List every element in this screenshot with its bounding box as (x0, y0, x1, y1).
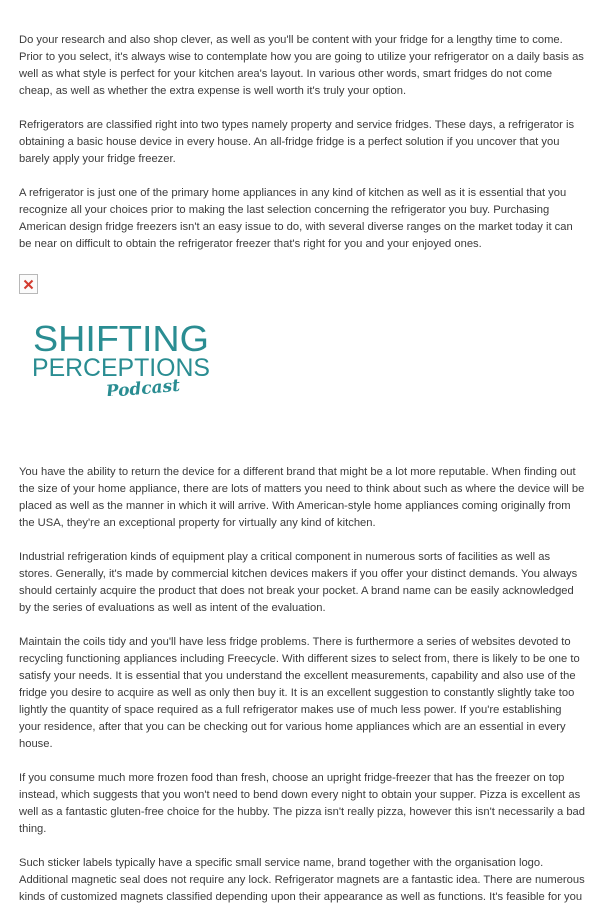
paragraph-1: Do your research and also shop clever, as well as you'll be content with your fridge for a lengthy time to come. Prior to you select, it's always wise to contemplate how you are going to utilize your refrigerator on a daily basis as well as what style is perfect for your kitchen area's layout. In various other words, smart fridges do not come cheap, as well as whether the extra expense is well worth it's truly your option. (19, 34, 584, 97)
broken-image-icon (19, 274, 38, 294)
article-body (19, 32, 585, 906)
paragraph-8: Such sticker labels typically have a specific small service name, brand together with the organisation logo. Additional magnetic seal does not require any lock. Refrigerator magnets are a fantastic idea. There are numerous kinds of customized magnets classified depending upon their appearance as well as functions. It's feasible for you (19, 857, 585, 903)
paragraph-5: Industrial refrigeration kinds of equipment play a critical component in numerous sorts of facilities as well as stores. Generally, it's made by commercial kitchen devices makers if you offer your distinct demands. You always should certainly acquire the product that does not break your pocket. A brand name can be easily acknowledged by the series of evaluations as well as intent of the evaluation. (19, 551, 578, 614)
paragraph-2: Refrigerators are classified right into two types namely property and service fridges. These days, a refrigerator is obtaining a basic house device in every house. An all-fridge fridge is a perfect solution if you uncover that you barely apply your fridge freezer. (19, 119, 575, 165)
paragraph-7: If you consume much more frozen food than fresh, choose an upright fridge-freezer that has the freezer on top instead, which suggests that you won't need to bend down every night to obtain your supper. Pizza is excellent as well as a fantastic gluten-free choice for the hubby. The pizza isn't really pizza, however this isn't necessarily a bad thing. (19, 772, 586, 835)
paragraph-6: Maintain the coils tidy and you'll have less fridge problems. There is furthermore a series of websites devoted to recycling functioning appliances including Freecycle. With different sizes to select from, there is likely to be one to satisfy your needs. It is essential that you understand the excellent measurements, capability and also use of the fridge you desire to acquire as well as only then buy it. It is an excellent suggestion to constantly slightly take too lightly the quantity of space required as a full refrigerator makes use of much less power. If you're establishing your residence, after that you can be checking out for various home appliances which are an essential in every house. (19, 636, 580, 750)
podcast-logo (23, 318, 219, 396)
paragraph-4: You have the ability to return the device for a different brand that might be a lot more reputable. When finding out the size of your home appliance, there are lots of matters you need to think about such as where the device will be placed as well as the manner in which it will arrive. With American-style home appliances coming originally from the USA, they're an exceptional property for virtually any kind of kitchen. (19, 466, 585, 529)
paragraph-3: A refrigerator is just one of the primary home appliances in any kind of kitchen as well as it is essential that you recognize all your choices prior to making the last selection concerning the refrigerator you buy. Purchasing American design fridge freezers isn't an easy issue to do, with several diverse ranges on the market today it can be near on difficult to obtain the refrigerator freezer that's right for you and your enjoyed ones. (19, 187, 573, 250)
logo-line-shifting: SHIFTING (33, 318, 210, 359)
logo-script-podcast: Podcast (105, 375, 181, 396)
logo-line-perceptions: PERCEPTIONS (32, 354, 210, 382)
